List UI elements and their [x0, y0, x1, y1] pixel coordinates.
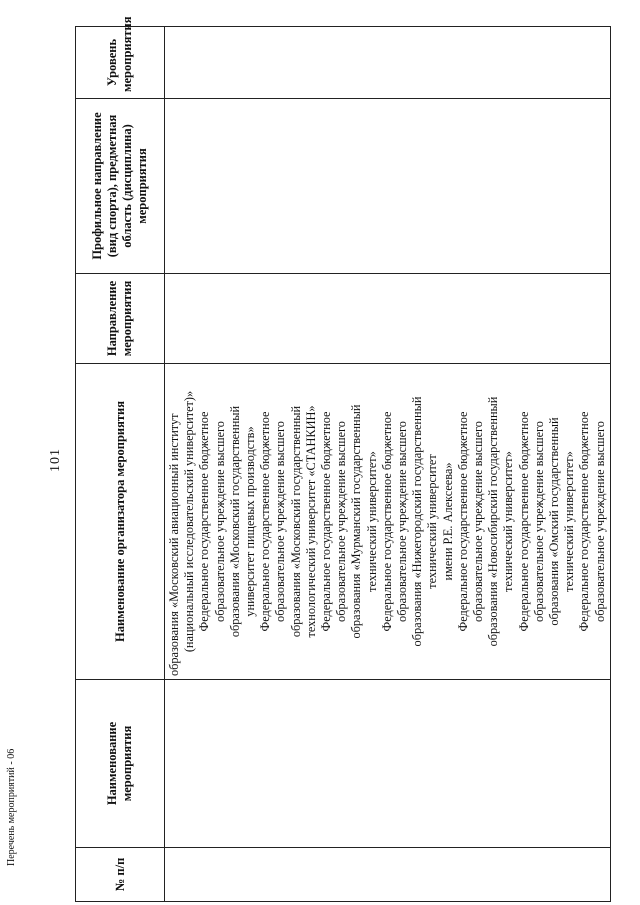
- organizer-line: образования «Московский авиационный институт: [167, 413, 181, 676]
- organizer-line: технический университет»: [501, 451, 516, 592]
- organizer-line: технологический университет «СТАНКИН»: [303, 405, 318, 638]
- document-sheet: [75, 16, 607, 902]
- header-profile: Профильное направление (вид спорта), предметная область (дисциплина) мероприятия: [76, 99, 165, 274]
- organizer-line: образования «Московский государственный: [288, 405, 303, 638]
- organizer-line: образования «Московский государственный: [227, 405, 242, 638]
- cell-profile: [165, 99, 611, 274]
- organizer-line: Федеральное государственное бюджетное: [258, 411, 273, 632]
- organizer-line: образовательное учреждение высшего: [395, 421, 410, 622]
- organizer-line: Федеральное государственное бюджетное: [319, 411, 334, 632]
- organizer-line: образовательное учреждение высшего: [531, 421, 546, 622]
- organizer-line: Федеральное государственное бюджетное: [577, 411, 592, 632]
- organizer-line: университет пищевых производств»: [243, 426, 258, 617]
- organizer-line: образования «Новосибирский государственный: [486, 396, 501, 647]
- organizer-lines: [167, 367, 608, 676]
- organizer-line: Федеральное государственное бюджетное: [197, 411, 212, 632]
- organizer-line: Федеральное государственное бюджетное: [379, 411, 394, 632]
- organizer-line: Федеральное государственное бюджетное: [455, 411, 470, 632]
- organizer-line: образовательное учреждение высшего: [273, 421, 288, 622]
- organizer-line: (национальный исследовательский университет)»: [182, 390, 197, 653]
- header-direction: Направление мероприятия: [76, 274, 165, 364]
- header-organizer: Наименование организатора мероприятия: [76, 364, 165, 680]
- cell-direction: [165, 274, 611, 364]
- header-event-name: Наименование мероприятия: [76, 680, 165, 848]
- table-header-row: [76, 27, 165, 902]
- header-level: Уровень мероприятия: [76, 27, 165, 99]
- organizer-line: технический университет»: [364, 451, 379, 592]
- document-footer: Перечень мероприятий - 06: [6, 748, 17, 866]
- cell-level: [165, 27, 611, 99]
- organizer-line: образовательное учреждение высшего: [212, 421, 227, 622]
- page-number: 101: [48, 448, 63, 472]
- organizer-line: технический университет: [425, 454, 440, 589]
- organizer-line: технический университет»: [562, 451, 577, 592]
- organizer-line: образовательное учреждение высшего: [592, 421, 607, 622]
- organizer-line: образовательное учреждение высшего: [471, 421, 486, 622]
- organizer-line: образования «Омский государственный: [547, 417, 562, 626]
- header-number: № п/п: [76, 848, 165, 902]
- organizer-line: образовательное учреждение высшего: [334, 421, 349, 622]
- organizer-line: Федеральное государственное бюджетное: [516, 411, 531, 632]
- organizer-line: образования «Нижегородский государственный: [410, 396, 425, 647]
- organizer-line: образования «Мурманский государственный: [349, 404, 364, 639]
- cell-event-name: [165, 680, 611, 848]
- table-row: [165, 27, 611, 902]
- cell-number: [165, 848, 611, 902]
- organizer-line: имени Р.Е. Алексеева»: [440, 462, 455, 581]
- events-table: [75, 16, 611, 902]
- cell-organizer: [165, 364, 611, 680]
